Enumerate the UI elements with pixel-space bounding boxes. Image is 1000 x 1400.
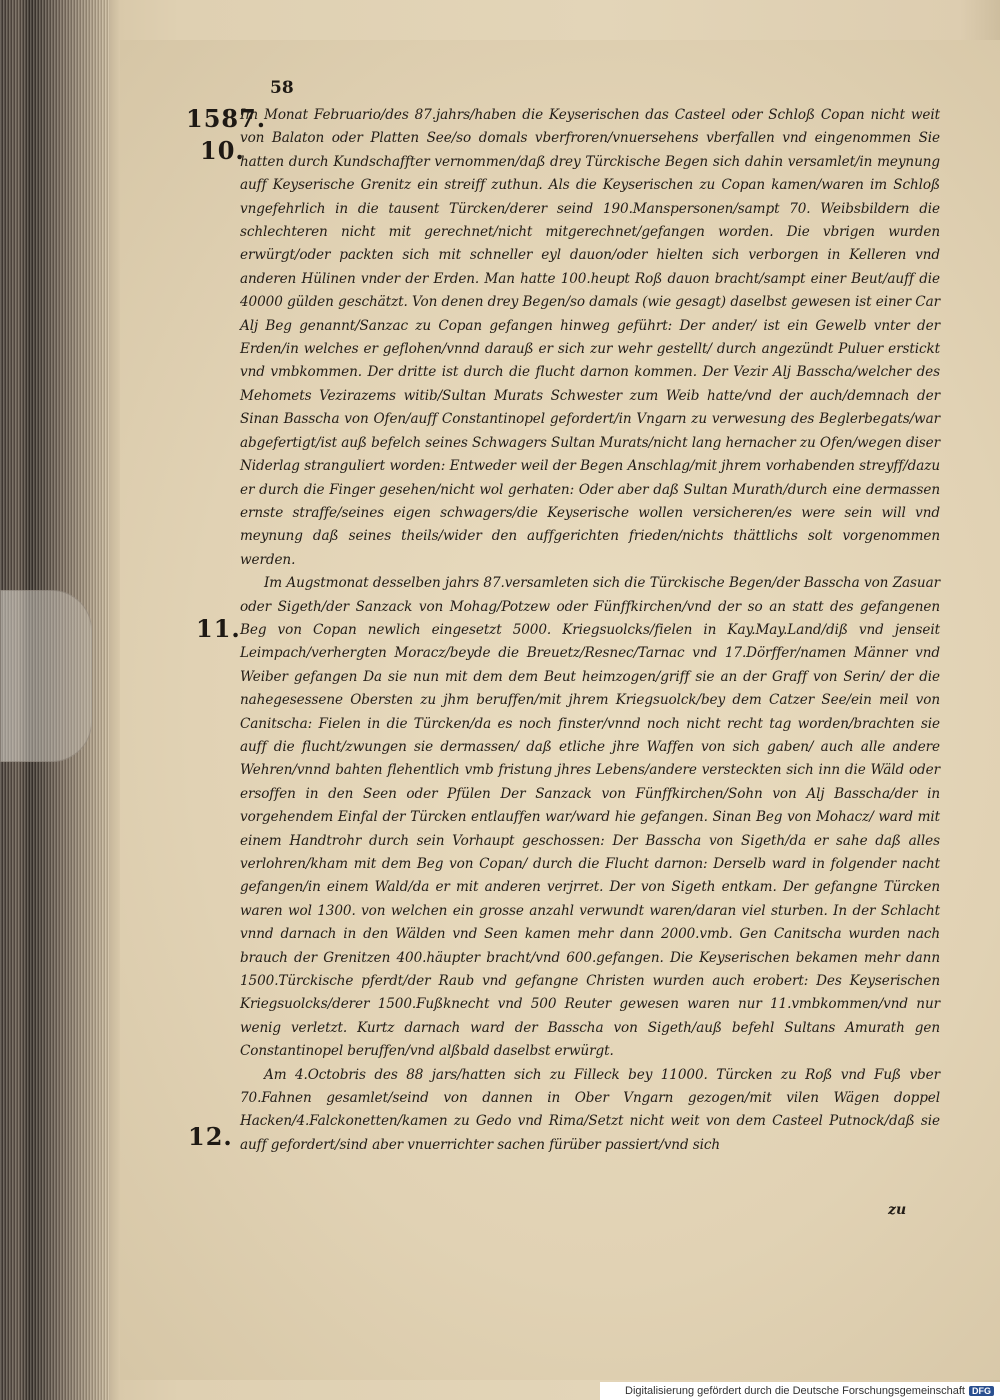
paragraph-3: Am 4.Octobris des 88 jars/hatten sich zu Filleck bey 11000. Türcken zu Roß vnd Fuß vber 70.Fahnen gesamlet/seind von dannen in Ober Vngarn gezogen/mit vilen Wägen doppel Hacken/4.Falckonetten/kamen zu Gedo vnd Rima/Setzt nicht weit von dem Casteel Putnock/daß sie auff gefordert/sind aber vnuerrichter sachen fürüber passiert/vnd sich xyxy=(240,1066,940,1153)
dfg-logo-icon: DFG xyxy=(969,1386,994,1396)
margin-section-10: 10. xyxy=(200,136,245,165)
catchword: zu xyxy=(888,1202,907,1218)
page-number: 58 xyxy=(270,78,294,98)
margin-year: 1587. xyxy=(186,104,267,133)
text-body xyxy=(240,104,940,1157)
page-clip xyxy=(0,590,92,762)
footer-credit: Digitalisierung gefördert durch die Deutsche Forschungsgemeinschaft xyxy=(625,1385,965,1397)
paragraph-2: Im Augstmonat desselben jahrs 87.versamleten sich die Türckische Begen/der Basscha von Zasuar oder Sigeth/der Sanzack von Mohag/Potzew oder Fünffkirchen/vnd der so an statt des gefangenen Beg von Copan newlich eingesetzt 5000. Kriegsuolcks/fielen in Kay.May.Land/diß vnd jenseit Leimpach/verhergten Moracz/beyde die Breuetz/Resnec/Tarnac vnd 17.Dörffer/namen Männer vnd Weiber gefangen Da sie nun mit dem dem Beut heimzogen/griff sie an der Graff von Serin/ der die nahegesessene Obersten zu jhm beruffen/mit jhrem Kriegsuolck/bey dem Catzer See/ein meil von Canitscha: Fielen in die Türcken/da es noch finster/vnnd noch nicht recht tag worden/brachten sie auff die flucht/zwungen sie dermassen/ daß etliche jhre Waffen von sich gaben/ auch alle andere Wehren/vnnd bahten flehentlich vmb fristung jhres Lebens/andere versteckten sich inn die Wäld oder ersoffen in den Seen oder Pfülen Der Sanzack von Fünffkirchen/Sohn von Alj Basscha/der in vorgehendem Einfal der Türcken entlauffen war/ward hie gefangen. Sinan Beg von Mohacz/ ward mit einem Handtrohr durch sein Vorhaupt geschossen: Der Basscha von Sigeth/da er sahe daß alles verlohren/kham mit dem Beg von Copan/ durch die Flucht darnon: Derselb ward in folgender nacht gefangen/in einem Wald/da er mit anderen verjrret. Der von Sigeth entkam. Der gefangne Türcken waren wol 1300. von welchen ein grosse anzahl verwundt waren/daran viel sturben. In der Schlacht vnnd darnach in den Wälden vnd Seen kamen mehr dann 2000.vmb. Gen Canitscha wurden nach brauch der Grenitzen 400.häupter bracht/vnd 600.gefangen. Die Keyserischen bekamen mehr dann 1500.Türckische pferdt/der Raub vnd gefangne Christen wurden auch erobert: Des Keyserischen Kriegsuolcks/derer 1500.Fußknecht vnd 500 Reuter gewesen waren nur 11.vmbkommen/vnd nur wenig verletzt. Kurtz darnach ward der Basscha von Sigeth/auß befehl Sultans Amurath gen Constantinopel beruffen/vnd alßbald daselbst erwürgt. xyxy=(240,575,940,1060)
margin-section-11: 11. xyxy=(196,614,241,643)
margin-section-12: 12. xyxy=(188,1122,233,1151)
footer-bar xyxy=(600,1382,1000,1400)
paragraph-1: Im Monat Februario/des 87.jahrs/haben die Keyserischen das Casteel oder Schloß Copan nicht weit von Balaton oder Platten See/so domals vberfroren/vnuersehens vberfallen vnd eingenommen Sie hatten durch Kundschaffter vernommen/daß drey Türckische Begen sich dahin versamlet/in meynung auff Keyserische Grenitz ein streiff zuthun. Als die Keyserischen zu Copan kamen/waren im Schloß vngefehrlich in die tausent Türcken/derer seind 190.Manspersonen/sampt 70. Weibsbildern die schlechteren nicht mit gerechnet/nicht mitgerechnet/gefangen worden. Die vbrigen wurden erwürgt/oder packten sich mit schneller eyl dauon/oder hielten sich verborgen in Kelleren vnd anderen Hülinen vnder der Erden. Man hatte 100.heupt Roß dauon bracht/sampt einer Beut/auff die 40000 gülden geschätzt. Von denen drey Begen/so damals (wie gesagt) daselbst gewesen ist einer Car Alj Beg genannt/Sanzac zu Copan gefangen hinweg geführt: Der ander/ ist ein Gewelb vnter der Erden/in welches er geflohen/vnnd darauß er sich zur wehr gestellt/ durch angezündt Puluer erstickt vnd vmbkommen. Der dritte ist durch die flucht darnon kommen. Der Vezir Alj Basscha/welcher des Mehomets Vezirazems witib/Sultan Murats Schwester zum Weib hatte/vnd der auch/demnach der Sinan Basscha von Ofen/auff Constantinopel gefordert/in Vngarn zu verwesung des Beglerbegats/war abgefertigt/ist auß befelch seines Schwagers Sultan Murats/nicht lang hernacher zu Ofen/wegen diser Niderlag stranguliert worden: Entweder weil der Begen Anschlag/mit jhrem vorhabenden streyff/dazu er durch die Finger gesehen/nicht wol gerhaten: Oder aber daß Sultan Murath/durch eine dermassen ernste straffe/seines eigen schwagers/die Keyserische wollen versicheren/es were sein will vnd meynung daß seines theils/wider den auffgerichten frieden/nichts thättlichs solt vorgenommen werden. xyxy=(240,107,940,568)
